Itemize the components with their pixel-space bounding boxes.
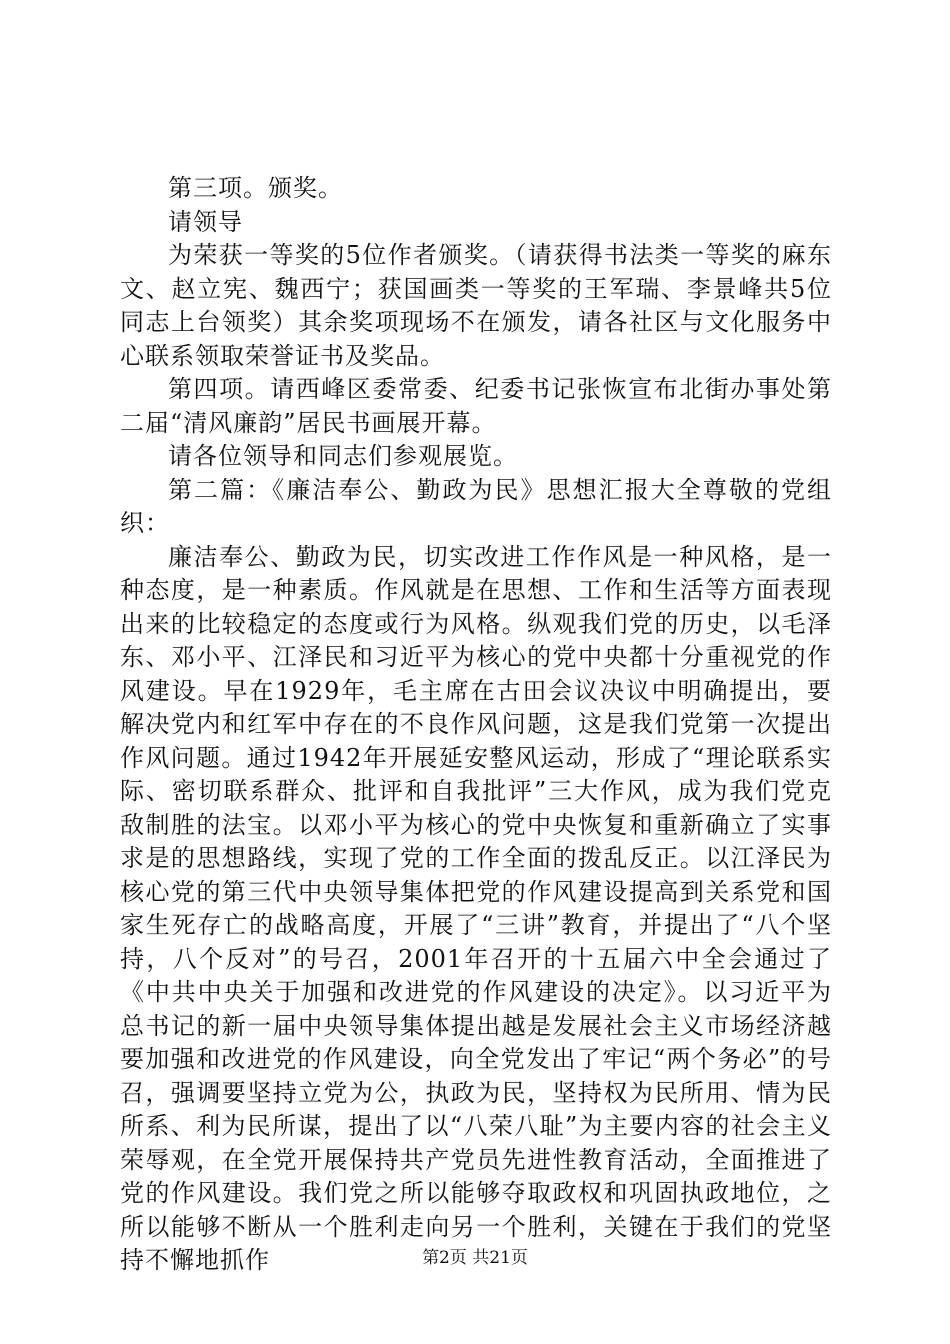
paragraph-award-details: 为荣获一等奖的5位作者颁奖。（请获得书法类一等奖的麻东文、赵立宪、魏西宁；获国画类一等奖的王军瑞、李景峰共5位同志上台领奖）其余奖项现场不在颁发，请各社区与文化服务中心联系领取荣誉证书及奖品。 [120,241,832,370]
paragraph-award-item: 第三项。颁奖。 [168,174,343,202]
paragraph-main-body: 廉洁奉公、勤政为民，切实改进工作作风是一种风格，是一种态度，是一种素质。作风就是在思想、工作和生活等方面表现出来的比较稳定的态度或行为风格。纵观我们党的历史，以毛泽东、邓小平、江泽民和习近平为核心的党中央都十分重视党的作风建设。早在1929年，毛主席在古田会议决议中明确提出，要解决党内和红军中存在的不良作风问题，这是我们党第一次提出作风问题。通过1942年开展延安整风运动，形成了“理论联系实际、密切联系群众、批评和自我批评”三大作风，成为我们党克敌制胜的法宝。以邓小平为核心的党中央恢复和重新确立了实事求是的思想路线，实现了党的工作全面的拨乱反正。以江泽民为核心党的第三代中央领导集体把党的作风建设提高到关系党和国家生死存亡的战略高度，开展了“三讲”教育，并提出了“八个坚持，八个反对”的号召，2001年召开的十五届六中全会通过了《中共中央关于加强和改进党的作风建设的决定》。以习近平为总书记的新一届中央领导集体提出越是发展社会主义市场经济越要加强和改进党的作风建设，向全党发出了牢记“两个务必”的号召，强调要坚持立党为公，执政为民，坚持权为民所用、情为民所系、利为民所谋，提出了以“八荣八耻”为主要内容的社会主义荣辱观，在全党开展保持共产党员先进性教育活动，全面推进了党的作风建设。我们党之所以能够夺取政权和巩固执政地位，之所以能够不断从一个胜利走向另一个胜利，关键在于我们的党坚持不懈地抓作 [120,542,832,1274]
paragraph-exhibition-opening: 第四项。请西峰区委常委、纪委书记张恢宣布北街办事处第二届“清风廉韵”居民书画展开幕。 [120,375,832,437]
paragraph-visit-exhibition: 请各位领导和同志们参观展览。 [168,442,518,470]
document-body [120,172,832,1278]
page-number-footer: 第2页 共21页 [422,1248,528,1268]
paragraph-invite-leader: 请领导 [168,207,243,236]
paragraph-second-article-title: 第二篇：《廉洁奉公、勤政为民》思想汇报大全尊敬的党组织： [120,475,832,537]
